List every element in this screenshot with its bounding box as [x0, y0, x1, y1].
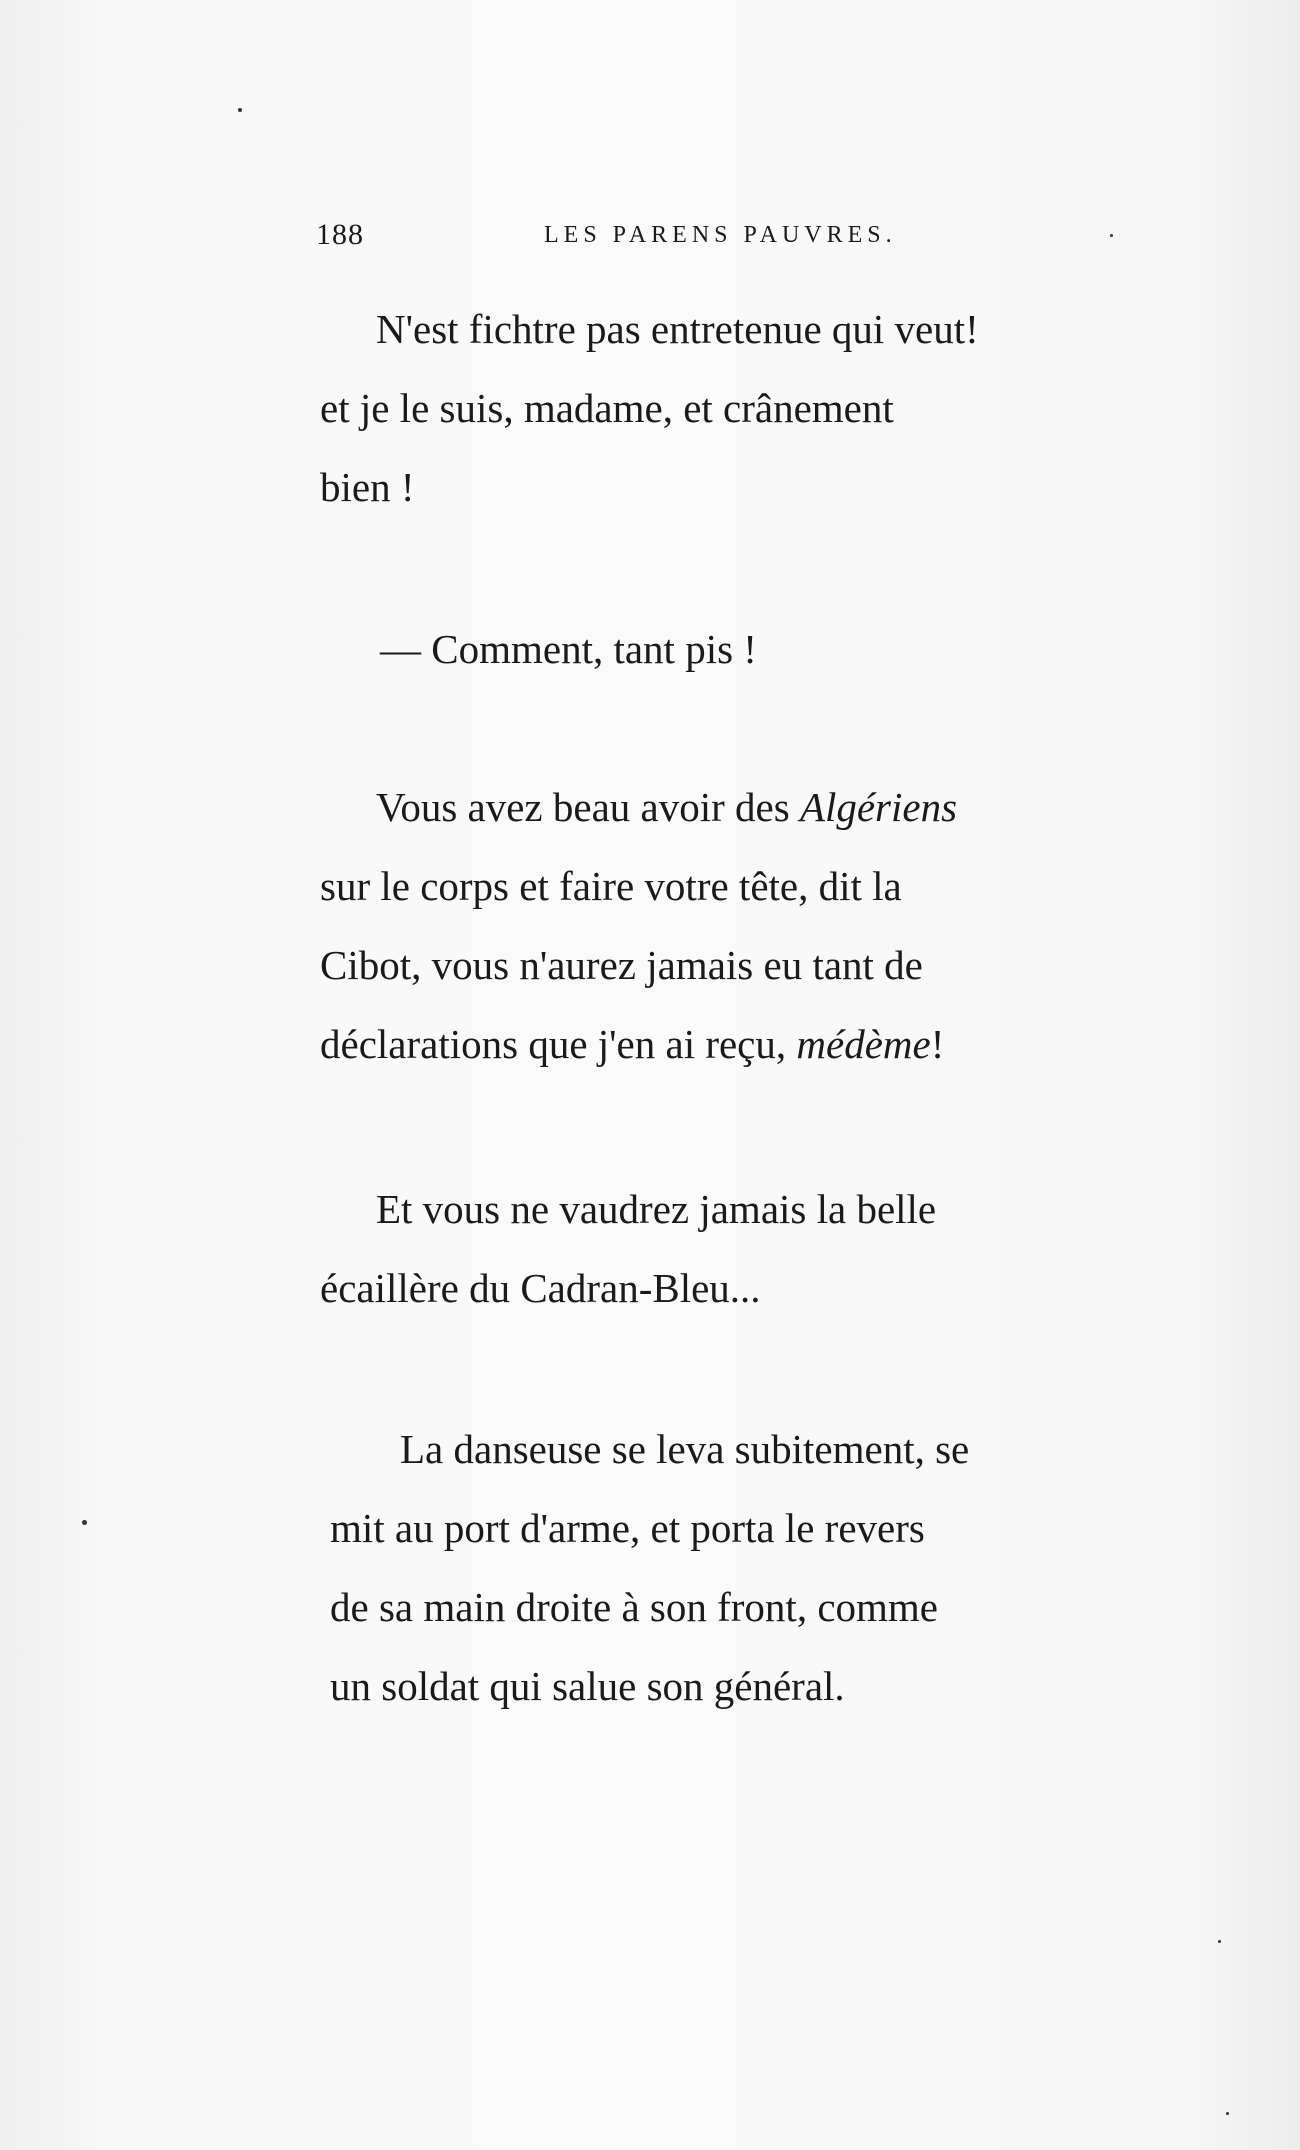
running-title: LES PARENS PAUVRES. — [544, 222, 897, 248]
paper-speck — [82, 1520, 87, 1525]
italic-word: médème — [796, 1021, 931, 1067]
text-span: ! — [930, 1021, 945, 1067]
page-header — [316, 218, 1116, 258]
text-line: Cibot, vous n'aurez jamais eu tant de — [320, 942, 923, 988]
text-line — [320, 1005, 1180, 1084]
paper-speck — [238, 108, 242, 112]
text-line — [320, 768, 1180, 847]
text-line: un soldat qui salue son général. — [330, 1663, 845, 1709]
italic-word: Algériens — [799, 784, 958, 830]
text-line: La danseuse se leva subitement, se — [400, 1426, 970, 1472]
text-line: sur le corps et faire votre tête, dit la — [320, 863, 902, 909]
paragraph-3 — [320, 768, 1180, 1084]
text-line: et je le suis, madame, et crânement — [320, 385, 894, 431]
paper-speck — [1226, 2112, 1229, 2115]
paragraph-1 — [320, 290, 1180, 527]
paper-speck — [1110, 234, 1113, 237]
text-line: mit au port d'arme, et porta le revers — [330, 1505, 925, 1551]
text-line: — Comment, tant pis ! — [380, 626, 757, 672]
paragraph-4 — [320, 1170, 1180, 1328]
text-line: bien ! — [320, 464, 415, 510]
page-number: 188 — [316, 218, 364, 251]
text-span: Vous avez beau avoir des — [376, 784, 800, 830]
text-line: Et vous ne vaudrez jamais la belle — [376, 1186, 937, 1232]
paragraph-2 — [320, 610, 1180, 689]
text-line: écaillère du Cadran-Bleu... — [320, 1265, 761, 1311]
text-line: de sa main droite à son front, comme — [330, 1584, 938, 1630]
paragraph-5 — [330, 1410, 1190, 1726]
paper-speck — [1218, 1940, 1221, 1943]
text-line: N'est fichtre pas entretenue qui veut! — [376, 306, 979, 352]
text-span: déclarations que j'en ai reçu, — [320, 1021, 797, 1067]
